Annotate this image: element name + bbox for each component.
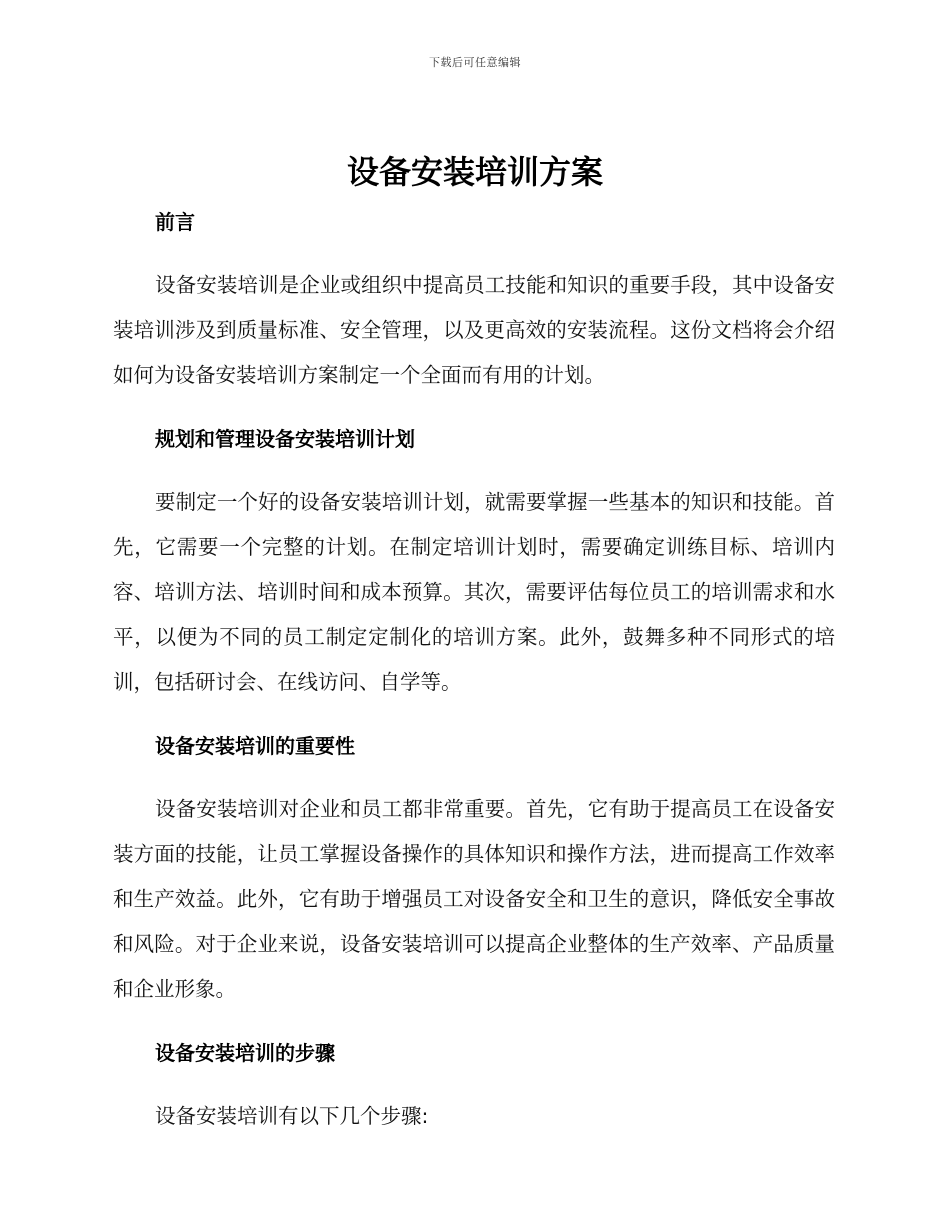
section-paragraph: 设备安装培训有以下几个步骤:	[155, 1104, 429, 1128]
section-steps	[113, 1037, 835, 1139]
section-planning	[113, 423, 835, 730]
section-heading: 规划和管理设备安装培训计划	[155, 427, 415, 451]
section-preface	[113, 206, 835, 423]
section-heading: 前言	[155, 210, 195, 234]
document-title: 设备安装培训方案	[346, 153, 603, 191]
section-paragraph: 要制定一个好的设备安装培训计划，就需要掌握一些基本的知识和技能。首先，它需要一个完整的计划。在制定培训计划时，需要确定训练目标、培训内容、培训方法、培训时间和成本预算。其次，需要评估每位员工的培训需求和水平，以便为不同的员工制定定制化的培训方案。此外，鼓舞多种不同形式的培训，包括研讨会、在线访问、自学等。	[113, 490, 835, 694]
section-paragraph: 设备安装培训对企业和员工都非常重要。首先，它有助于提高员工在设备安装方面的技能，让员工掌握设备操作的具体知识和操作方法，进而提高工作效率和生产效益。此外，它有助于增强员工对设备安全和卫生的意识，降低安全事故和风险。对于企业来说，设备安装培训可以提高企业整体的生产效率、产品质量和企业形象。	[113, 797, 835, 1001]
section-importance	[113, 730, 835, 1037]
section-heading: 设备安装培训的步骤	[155, 1041, 335, 1065]
document-body	[113, 206, 835, 1139]
header-note: 下载后可任意编辑	[429, 56, 521, 69]
section-paragraph: 设备安装培训是企业或组织中提高员工技能和知识的重要手段，其中设备安装培训涉及到质量标准、安全管理，以及更高效的安装流程。这份文档将会介绍如何为设备安装培训方案制定一个全面而有用的计划。	[113, 273, 835, 387]
section-heading: 设备安装培训的重要性	[155, 734, 355, 758]
